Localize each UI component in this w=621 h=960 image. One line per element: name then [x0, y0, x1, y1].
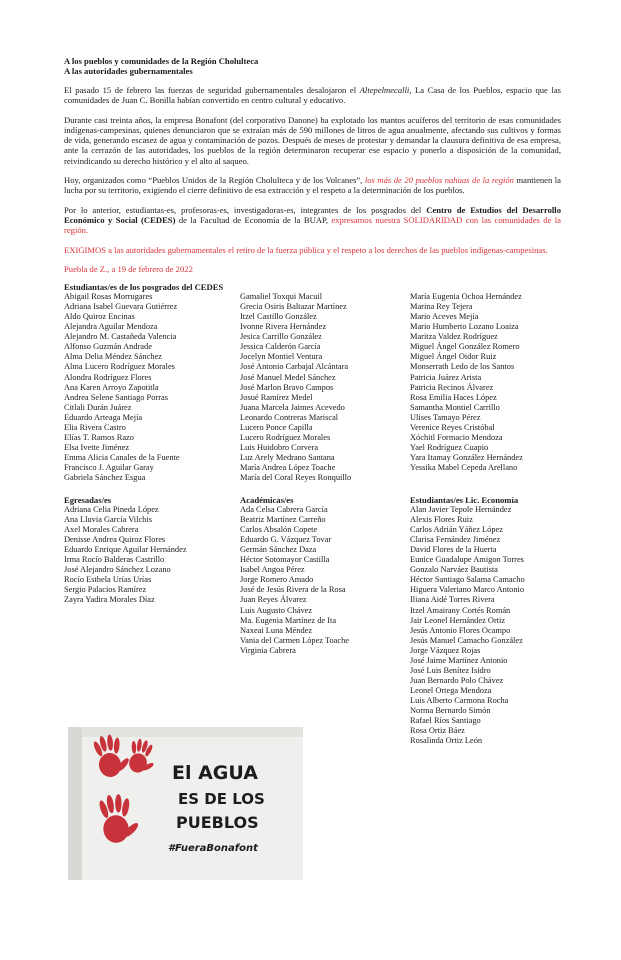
signatory-name: Alejandro M. Castañeda Valencia — [64, 332, 177, 342]
signatory-name: Alma Lucero Rodríguez Morales — [64, 362, 175, 372]
signatory-name: Leonardo Contreras Mariscal — [240, 412, 339, 422]
signatory-name: Jair Leonel Hernández Ortiz — [410, 615, 506, 625]
signatory-name: Monserrath Ledo de los Santos — [410, 362, 515, 372]
signatory-name: Alejandra Aguilar Mendoza — [64, 322, 158, 332]
signatory-name: Jesica Carrillo González — [240, 332, 322, 342]
signatory-name: Josué Ramírez Medel — [240, 392, 313, 402]
signatory-name: Patricia Recinos Álvarez — [410, 382, 494, 392]
signatory-name: Rosalinda Ortiz León — [410, 736, 483, 746]
signatory-name: Mario Aceves Mejía — [410, 312, 479, 322]
signature-column-1 — [64, 292, 240, 483]
signatory-name: Miguel Ángel González Romero — [410, 342, 520, 352]
signatory-name: María Andrea López Toache — [240, 462, 336, 472]
signatory-name: Yessika Mabel Cepeda Arellano — [410, 462, 518, 472]
economics-students-column — [410, 495, 560, 746]
signatory-name: María del Coral Reyes Ronquillo — [240, 473, 352, 482]
academics-column — [240, 495, 410, 746]
signatory-name: Adriana Celia Pineda López — [64, 505, 159, 515]
signatory-name: Rosa Ortiz Báez — [410, 726, 465, 736]
signatory-name: Ma. Eugenia Martínez de Ita — [240, 615, 337, 625]
signatory-name: Luis Alberto Carmona Rocha — [410, 695, 509, 705]
signatory-name: Carlos Absalón Copete — [240, 525, 318, 535]
signatory-name: Miguel Ángel Oidor Ruiz — [410, 352, 497, 362]
signatory-name: Vania del Carmen López Toache — [240, 635, 350, 645]
banner-line-3: PUEBLOS — [176, 813, 259, 832]
signatory-name: José de Jesús Rivera de la Rosa — [240, 585, 346, 595]
signatory-name: Ana Karen Arroyo Zapotitla — [64, 382, 159, 392]
signatory-name: José Jaime Martínez Antonio — [410, 655, 508, 665]
cedes-students-list — [64, 292, 561, 483]
signatory-name: Iliana Aidé Torres Rivera — [410, 595, 495, 605]
signatory-name: Rosa Emilia Haces López — [410, 392, 497, 402]
paragraph-demand: EXIGIMOS a las autoridades gubernamentales el retiro de la fuerza pública y el respeto a los derechos de las pueblos indígenas-campesinas. — [64, 244, 548, 255]
signatory-name: Maritza Valdez Rodríguez — [410, 332, 498, 342]
signatory-name: José Antonio Carbajal Alcántara — [240, 362, 349, 372]
signatory-name: José Luis Benítez Isidro — [410, 665, 491, 675]
signatory-name: Eduardo Arteaga Mejía — [64, 412, 143, 422]
signatory-name: Rocío Esthela Urías Urías — [64, 575, 152, 585]
protest-banner-illustration — [68, 727, 303, 880]
signatory-name: Jesús Antonio Flores Ocampo — [410, 625, 511, 635]
signatory-name: María Eugenia Ochoa Hernández — [410, 292, 522, 302]
banner-line-1: El AGUA — [172, 762, 258, 784]
banner-line-2: ES DE LOS — [178, 790, 265, 808]
signatory-name: Itzel Amairany Cortés Román — [410, 605, 511, 615]
signatory-name: Lucero Ponce Capilla — [240, 422, 313, 432]
second-signature-block — [64, 495, 561, 746]
signatory-name: José Alejandro Sánchez Lozano — [64, 565, 171, 575]
signatory-name: Alfonso Guzmán Andrade — [64, 342, 152, 352]
signatory-name: David Flores de la Huerta — [410, 545, 497, 555]
signatory-name: Isabel Angoa Pérez — [240, 565, 305, 575]
signatory-name: Lucero Rodríguez Morales — [240, 432, 331, 442]
paragraph-2: Durante casi treinta años, la empresa Bonafont (del corporativo Danone) ha explotado los mantos acuíferos del territorio de esas comunidades indígenas-campesinas, quienes denunciaron que se extraían más de 590 millones de litros de agua anualmente, afectando sus cultivos y formas de vida, generando escasez de agua y contaminación de pozos. Después de meses de protestar y demandar la clausura definitiva de esa empresa, ante la cerrazón de las autoridades, los pueblos de la región determinaron recuperar ese espacio y ponerlo a disposición de la comunidad, reivindicando su derecho histórico y el alto al saqueo. — [64, 114, 561, 166]
header-line-1: A los pueblos y comunidades de la Región Cholulteca — [64, 56, 259, 66]
signatory-name: José Marlon Bravo Campos — [240, 382, 334, 392]
graduates-title: Egresadas/es — [64, 495, 112, 506]
signatory-name: Jesús Manuel Camacho González — [410, 635, 523, 645]
signatory-name: Alan Javier Tepole Hernández — [410, 505, 512, 515]
signatory-name: Alma Delia Méndez Sánchez — [64, 352, 162, 362]
signatory-name: Luz Arely Medrano Santana — [240, 452, 335, 462]
header-line-2: A las autoridades gubernamentales — [64, 66, 193, 76]
signatory-name: Zayra Yadira Morales Díaz — [64, 595, 155, 605]
signatory-name: Héctor Santiago Salama Camacho — [410, 575, 525, 585]
signatory-name: Alondra Rodríguez Flores — [64, 372, 152, 382]
signatory-name: Ada Celsa Cabrera García — [240, 505, 328, 515]
signatory-name: Ana Lluvia García Vilchis — [64, 515, 152, 525]
signatory-name: Higuera Valeriano Marco Antonio — [410, 585, 525, 595]
signatory-name: Axel Morales Cabrera — [64, 525, 139, 535]
cedes-students-title: Estudiantas/es de los posgrados del CEDES — [64, 282, 224, 293]
signatory-name: Abigail Rosas Morrugares — [64, 292, 153, 302]
signatory-name: José Manuel Medel Sánchez — [240, 372, 336, 382]
signatory-name: Elsa Ivette Jiménez — [64, 442, 130, 452]
signatory-name: Andrea Selene Santiago Porras — [64, 392, 168, 402]
signatory-name: Verenice Reyes Cristóbal — [410, 422, 495, 432]
signatory-name: Germán Sánchez Daza — [240, 545, 317, 555]
signatory-name: Beatriz Martínez Carreño — [240, 515, 326, 525]
signatory-name: Gabriela Sánchez Esgua — [64, 473, 146, 482]
signatory-name: Emma Alicia Canales de la Fuente — [64, 452, 180, 462]
signatory-name: Denisse Andrea Quiroz Flores — [64, 535, 166, 545]
paragraph-3: Hoy, organizados como “Pueblos Unidos de la Región Cholulteca y de los Volcanes”, los más de 20 pueblos nahuas de la región mantienen la lucha por su territorio, exigiendo el cierre definitivo de esa extracción y el respeto a la determinación de los pueblos. — [64, 175, 562, 196]
signatory-name: Citlali Durán Juárez — [64, 402, 132, 412]
signatory-name: Alexis Flores Ruiz — [410, 515, 473, 525]
signatory-name: Patricia Juárez Arista — [410, 372, 482, 382]
signatory-name: Gamaliel Toxqui Macuil — [240, 292, 323, 302]
signatory-name: Héctor Sotomayor Castilla — [240, 555, 330, 565]
signatory-name: Norma Bernardo Simón — [410, 705, 491, 715]
date-line: Puebla de Z., a 19 de febrero de 2022 — [64, 263, 193, 274]
signatory-name: Eduardo G. Vázquez Tovar — [240, 535, 332, 545]
signatory-name: Rafael Ríos Santiago — [410, 716, 481, 726]
signatory-name: Jorge Romero Amado — [240, 575, 314, 585]
document-page — [64, 56, 561, 746]
signatory-name: Yael Rodríguez Cuapio — [410, 442, 489, 452]
economics-students-title: Estudiantas/es Lic. Economía — [410, 495, 519, 506]
signatory-name: Xóchitl Formacio Mendoza — [410, 432, 503, 442]
signatory-name: Irma Rocío Balderas Castrillo — [64, 555, 165, 565]
academics-title: Académicas/es — [240, 495, 294, 506]
signatory-name: Jessica Calderón García — [240, 342, 321, 352]
signatory-name: Naxeai Luna Méndez — [240, 625, 313, 635]
paragraph-4: Por lo anterior, estudiantas-es, profesoras-es, investigadoras-es, integrantes de los posgrados del Centro de Estudios del Desarrollo Económico y Social (CEDES) de la Facultad de Economía de la BUAP, expresamos nuestra SOLIDARIDAD con las comunidades de la región. — [64, 204, 561, 236]
signatory-name: Elías T. Ramos Razo — [64, 432, 134, 442]
banner-line-4: #FueraBonafont — [168, 843, 258, 854]
signatory-name: Itzel Castillo González — [240, 312, 317, 322]
signatory-name: Marina Rey Tejera — [410, 302, 473, 312]
signatory-name: Eduardo Enrique Aguilar Hernández — [64, 545, 187, 555]
signatory-name: Elia Rivera Castro — [64, 422, 126, 432]
signature-column-3 — [410, 292, 560, 483]
signatory-name: Eunice Guadalupe Amigon Torres — [410, 555, 524, 565]
signatory-name: Adriana Isabel Guevara Gutiérrez — [64, 302, 178, 312]
signatory-name: Mario Humberto Lozano Loaiza — [410, 322, 519, 332]
signatory-name: Samantha Montiel Carrillo — [410, 402, 500, 412]
graduates-column — [64, 495, 240, 746]
signatory-name: Virginia Cabrera — [240, 645, 296, 655]
signatory-name: Aldo Quiroz Encinas — [64, 312, 135, 322]
paragraph-1: El pasado 15 de febrero las fuerzas de seguridad gubernamentales desalojaron el Altepelmecalli, La Casa de los Pueblos, espacio que las comunidades de Juan C. Bonilla habían convertido en centro cultural y educativo. — [64, 85, 561, 106]
signature-column-2 — [240, 292, 410, 483]
signatory-name: Carlos Adrián Yáñez López — [410, 525, 503, 535]
signatory-name: Leonel Ortega Mendoza — [410, 685, 492, 695]
signatory-name: Luis Augusto Chávez — [240, 605, 313, 615]
signatory-name: Juan Reyes Álvarez — [240, 595, 307, 605]
signatory-name: Yara Itamay González Hernández — [410, 452, 523, 462]
signatory-name: Luis Huidobro Corvera — [240, 442, 319, 452]
signatory-name: Francisco J. Aguilar Garay — [64, 462, 154, 472]
signatory-name: Sergio Palacios Ramírez — [64, 585, 147, 595]
protest-photo — [68, 727, 303, 880]
signatory-name: Ivonne Rivera Hernández — [240, 322, 327, 332]
signatory-name: Ulises Tamayo Pérez — [410, 412, 481, 422]
signatory-name: Grecia Osiris Baltazar Martínez — [240, 302, 347, 312]
signatory-name: Clarisa Fernández Jiménez — [410, 535, 501, 545]
signatory-name: Juan Bernardo Polo Chávez — [410, 675, 504, 685]
signatory-name: Jocelyn Montiel Ventura — [240, 352, 323, 362]
signatory-name: Gonzalo Narváez Bautista — [410, 565, 498, 575]
signatory-name: Juana Marcela Jaimes Acevedo — [240, 402, 345, 412]
signatory-name: Jorge Vázquez Rojas — [410, 645, 481, 655]
